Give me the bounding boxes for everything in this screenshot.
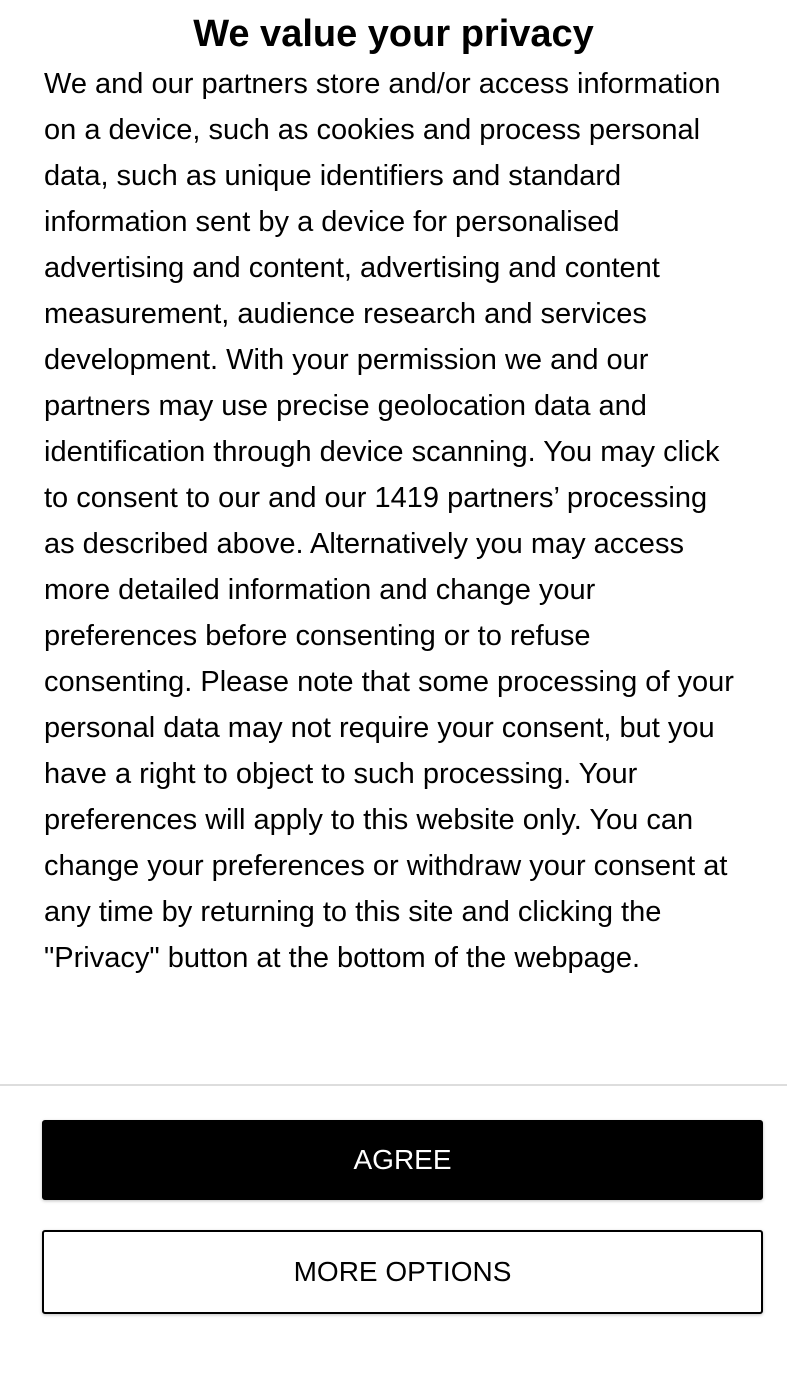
dialog-title: We value your privacy xyxy=(193,13,594,55)
agree-button[interactable]: AGREE xyxy=(42,1120,763,1200)
divider xyxy=(0,1084,787,1086)
consent-description: We and our partners store and/or access information on a device, such as cookies and process personal data, such as unique identifiers and standard information sent by a device for personalised advertising and content, advertising and content measurement, audience research and services development. With your permission we and our partners may use precise geolocation data and identification through device scanning. You may click to consent to our and our 1419 partners’ processing as described above. Alternatively you may access more detailed information and change your preferences before consenting or to refuse consenting. Please note that some processing of your personal data may not require your consent, but you have a right to object to such processing. Your preferences will apply to this website only. You can change your preferences or withdraw your consent at any time by returning to this site and clicking the "Privacy" button at the bottom of the webpage. xyxy=(44,68,734,974)
more-options-button[interactable]: MORE OPTIONS xyxy=(42,1230,763,1314)
